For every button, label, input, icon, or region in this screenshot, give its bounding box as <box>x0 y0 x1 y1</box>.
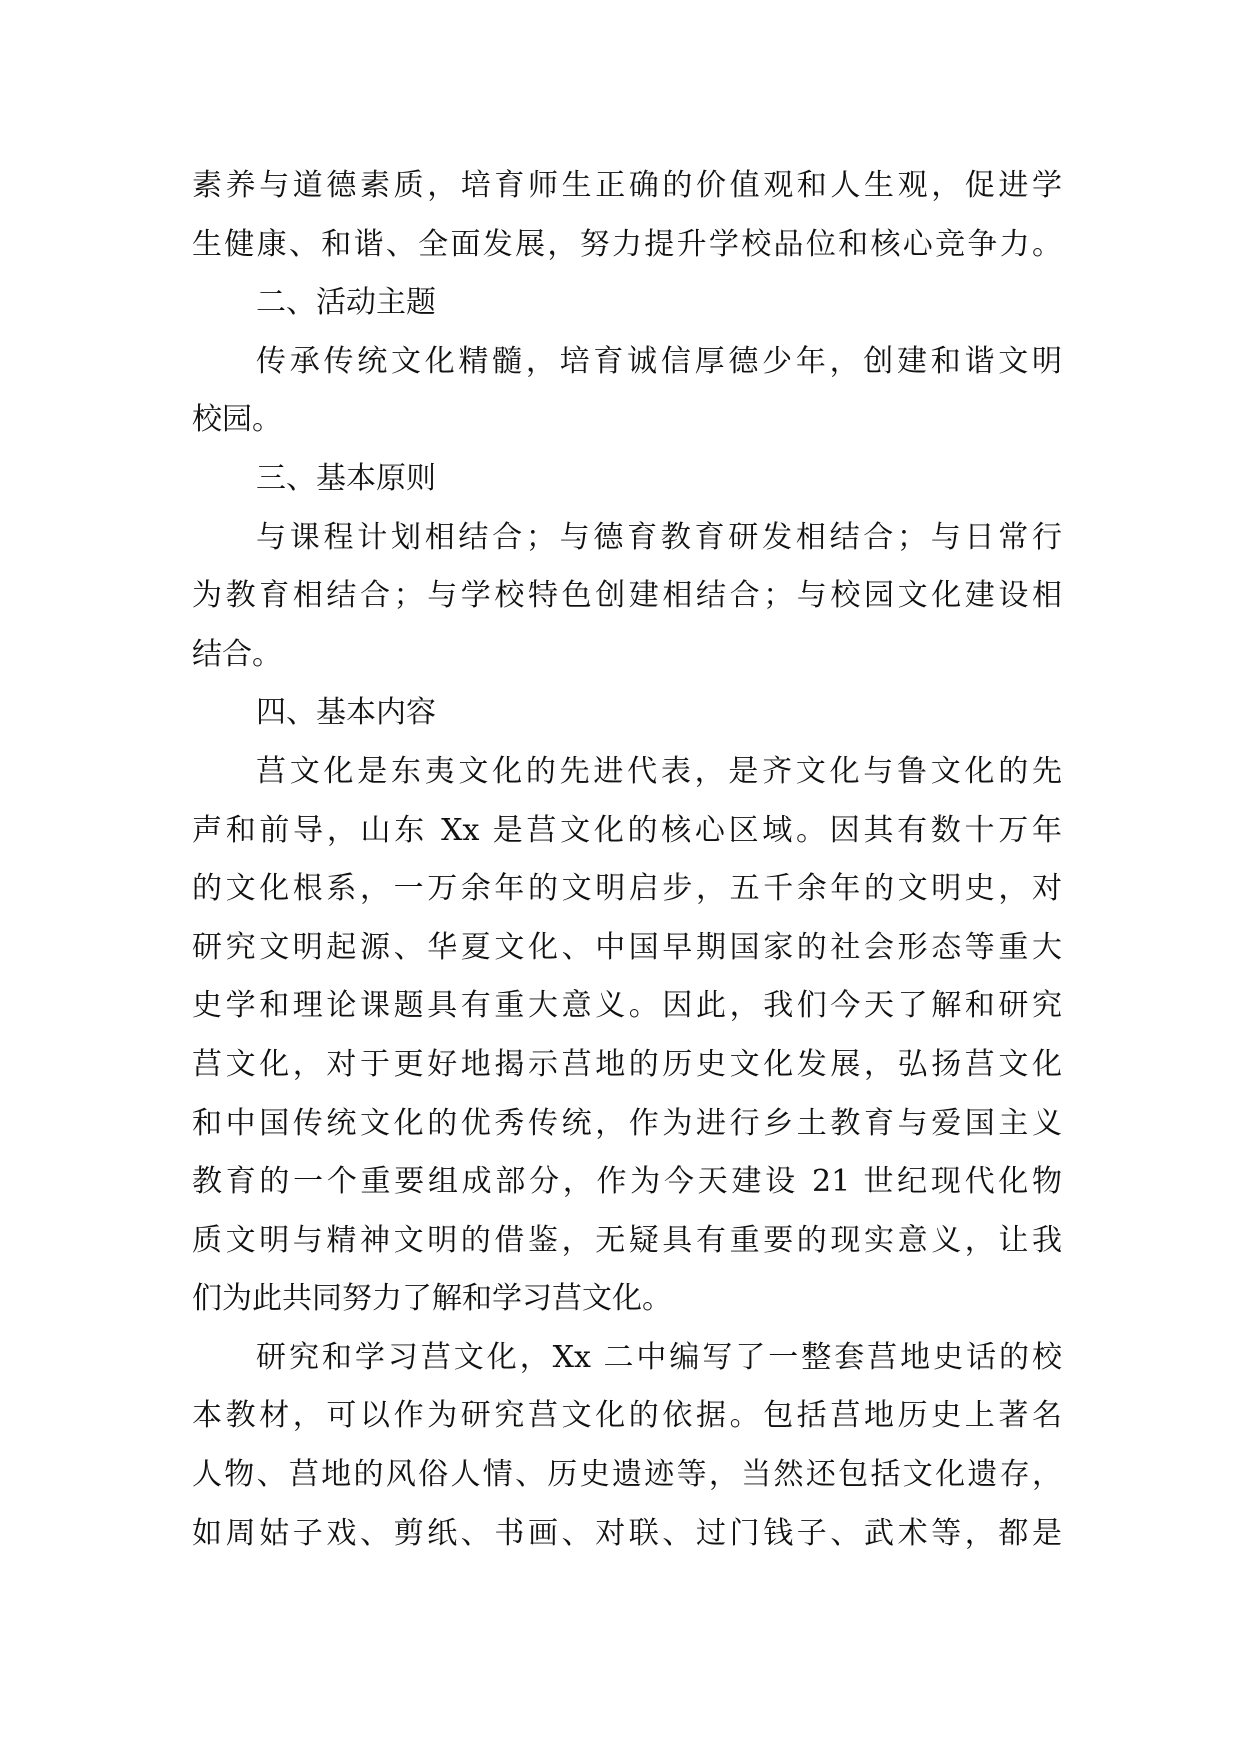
text-line: 本教材，可以作为研究莒文化的依据。包括莒地历史上著名 <box>192 1398 1062 1434</box>
text-line: 研究和学习莒文化，Xx 二中编写了一整套莒地史话的校 <box>256 1339 1062 1375</box>
text-line: 素养与道德素质，培育师生正确的价值观和人生观，促进学 <box>192 168 1062 203</box>
text-line: 史学和理论课题具有重大意义。因此，我们今天了解和研究 <box>192 988 1062 1024</box>
text-line: 教育的一个重要组成部分，作为今天建设 21 世纪现代化物 <box>192 1164 1062 1200</box>
text-line: 莒文化是东夷文化的先进代表，是齐文化与鲁文化的先 <box>256 753 1062 789</box>
text-line: 生健康、和谐、全面发展，努力提升学校品位和核心竞争力。 <box>192 226 1062 262</box>
text-line: 研究文明起源、华夏文化、中国早期国家的社会形态等重大 <box>192 929 1062 965</box>
text-line: 二、活动主题 <box>256 285 436 321</box>
text-line: 传承传统文化精髓，培育诚信厚德少年，创建和谐文明 <box>256 343 1062 379</box>
text-line: 三、基本原则 <box>256 460 436 496</box>
text-line: 人物、莒地的风俗人情、历史遗迹等，当然还包括文化遗存， <box>192 1457 1062 1493</box>
text-line: 如周姑子戏、剪纸、书画、对联、过门钱子、武术等，都是 <box>192 1515 1062 1551</box>
text-line: 和中国传统文化的优秀传统，作为进行乡土教育与爱国主义 <box>192 1105 1062 1141</box>
text-line: 声和前导，山东 Xx 是莒文化的核心区域。因其有数十万年 <box>192 812 1062 848</box>
text-line: 校园。 <box>192 402 282 438</box>
text-line: 质文明与精神文明的借鉴，无疑具有重要的现实意义，让我 <box>192 1222 1062 1258</box>
text-line: 结合。 <box>192 636 282 672</box>
text-line: 与课程计划相结合；与德育教育研发相结合；与日常行 <box>256 519 1062 555</box>
text-line: 莒文化，对于更好地揭示莒地的历史文化发展，弘扬莒文化 <box>192 1046 1062 1082</box>
text-line: 四、基本内容 <box>256 695 436 731</box>
text-line: 们为此共同努力了解和学习莒文化。 <box>192 1281 672 1317</box>
document-page <box>192 157 1062 1563</box>
text-line: 为教育相结合；与学校特色创建相结合；与校园文化建设相 <box>192 578 1062 614</box>
text-line: 的文化根系，一万余年的文明启步，五千余年的文明史，对 <box>192 871 1062 907</box>
